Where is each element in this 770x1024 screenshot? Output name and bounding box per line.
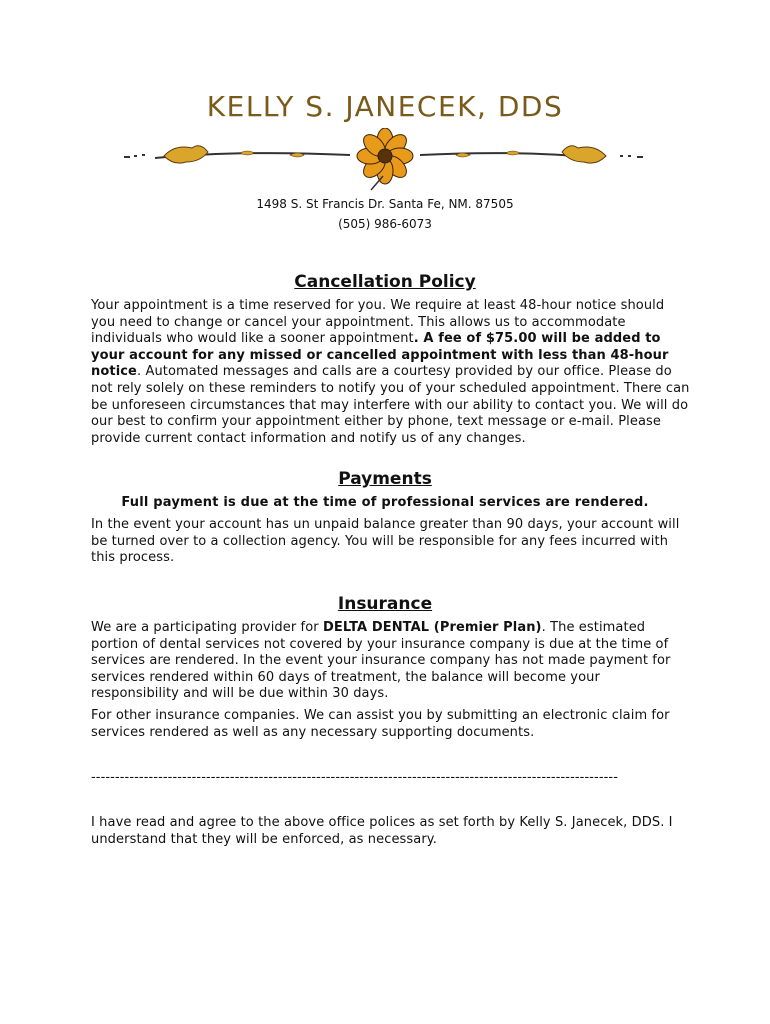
payments-paragraph: In the event your account has un unpaid balance greater than 90 days, your account will be turned over to a collection agency. You will be responsible for any fees incurred with this process. [91, 517, 680, 566]
signature-dash-line: -------------------------------------------------------------------------------------------------------------- [91, 770, 618, 785]
cancellation-text-2: . Automated messages and calls are a courtesy provided by our office. Please do not rely solely on these reminders to notify you of your scheduled appointment. There can be unforeseen circumstances that may interfere with our ability to contact you. We will do our best to confirm your appointment either by phone, text message or e-mail. Please provide current contact information and notify us of any changes. [91, 364, 690, 446]
agreement-text: I have read and agree to the above office polices as set forth by Kelly S. Janecek, DDS. I understand that they will be enforced, as necessary. [91, 815, 673, 847]
insurance-text-2: . The estimated portion of dental services not covered by your insurance company is due at the time of services are rendered. In the event your insurance company has not made payment for services rendered within 60 days of treatment, the balance will become your responsibility and will be due within 30 days. [91, 620, 671, 702]
address: 1498 S. St Francis Dr. Santa Fe, NM. 87505 [256, 197, 514, 211]
payments-bold-line: Full payment is due at the time of professional services are rendered. [121, 495, 649, 510]
practice-name-logo: KELLY S. JANECEK, DDS [206, 90, 564, 123]
insurance-paragraph [91, 620, 691, 703]
other-insurance-paragraph: For other insurance companies. We can assist you by submitting an electronic claim for services rendered as well as any necessary supporting documents. [91, 708, 670, 740]
phone-number: (505) 986-6073 [338, 217, 432, 231]
payments-heading: Payments [338, 469, 432, 489]
cancellation-fee-notice: . A fee of $75.00 will be added to your account for any missed or cancelled appointment with less than 48-hour notice [91, 331, 669, 380]
insurance-text-1: We are a participating provider for [91, 620, 323, 635]
cancellation-heading: Cancellation Policy [294, 272, 476, 292]
cancellation-text-1: Your appointment is a time reserved for you. We require at least 48-hour notice should you need to change or cancel your appointment. This allows us to accommodate individuals who would like a sooner appointment [91, 298, 665, 347]
insurance-provider-name: DELTA DENTAL (Premier Plan) [322, 620, 542, 635]
cancellation-paragraph [91, 298, 691, 447]
insurance-heading: Insurance [337, 594, 433, 614]
flower-ornament-icon [120, 128, 650, 193]
